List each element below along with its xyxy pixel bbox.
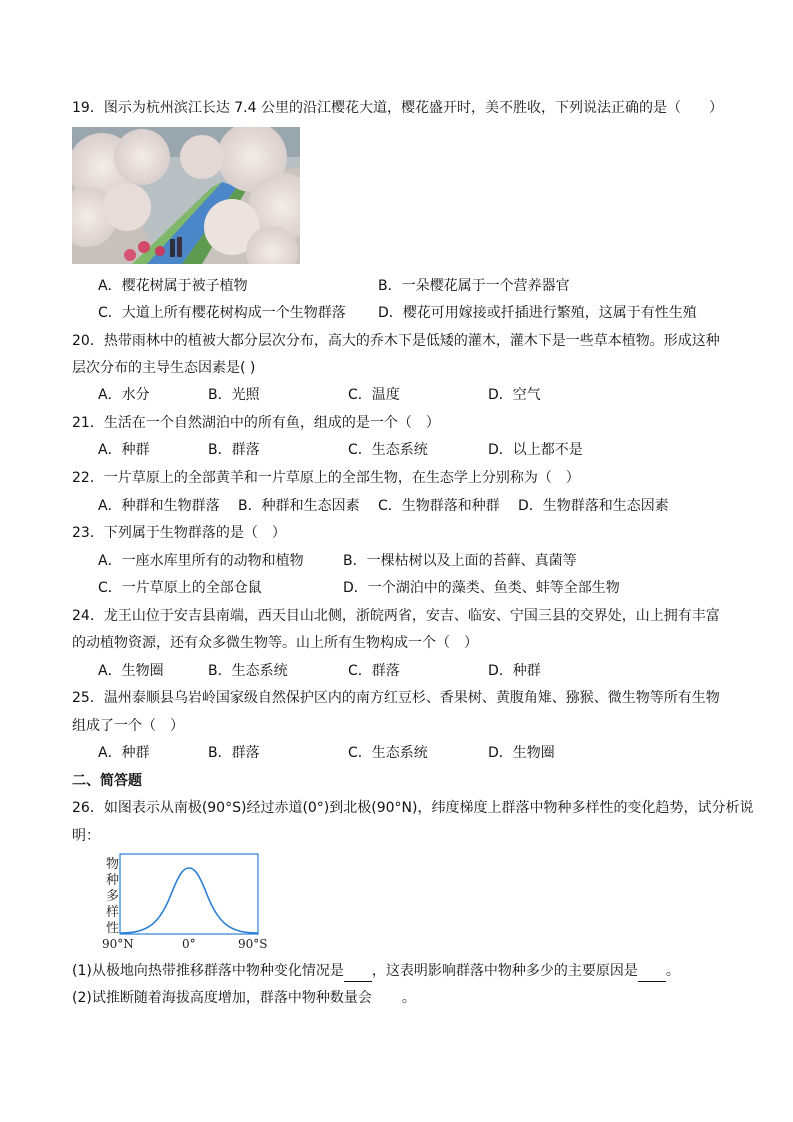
q26-sub1-blank-2[interactable] [638, 961, 666, 982]
q23-option-d[interactable]: D．一个湖泊中的藻类、鱼类、蚌等全部生物 [343, 580, 620, 596]
q24-option-c[interactable]: C．群落 [348, 663, 400, 679]
q19-option-d[interactable]: D．樱花可用嫁接或扦插进行繁殖，这属于有性生殖 [378, 305, 697, 321]
q21-stem: 21．生活在一个自然湖泊中的所有鱼，组成的是一个（ ） [72, 415, 440, 431]
ylabel-char-3: 多 [106, 889, 120, 904]
q20-stem-line1: 20．热带雨林中的植被大都分层次分布，高大的乔木下是低矮的灌木，灌木下是一些草本植物。形成这种 [72, 333, 720, 349]
xlabel-left: 90°N [102, 937, 134, 951]
q24-stem-line2: 的动植物资源，还有众多微生物等。山上所有生物构成一个（ ） [72, 635, 478, 651]
q25-option-d[interactable]: D．生物圈 [488, 745, 555, 761]
q26-sub1 [72, 961, 680, 982]
q22-option-a[interactable]: A．种群和生物群落 [98, 498, 220, 514]
q24-stem-line1: 24．龙王山位于安吉县南端，西天目山北侧，浙皖两省，安吉、临安、宁国三县的交界处，山上拥有丰富 [72, 608, 720, 624]
xlabel-mid: 0° [182, 937, 196, 951]
q24-option-b[interactable]: B．生态系统 [208, 663, 288, 679]
q20-option-a[interactable]: A．水分 [98, 387, 150, 403]
q25-option-c[interactable]: C．生态系统 [348, 745, 428, 761]
q19-stem: 19．图示为杭州滨江长达 7.4 公里的沿江樱花大道，樱花盛开时，美不胜收，下列说法正确的是（ ） [72, 100, 723, 116]
q25-stem-line1: 25．温州泰顺县乌岩岭国家级自然保护区内的南方红豆杉、香果树、黄腹角雉、猕猴、微生物等所有生物 [72, 690, 720, 706]
q19-option-b[interactable]: B．一朵樱花属于一个营养器官 [378, 278, 570, 294]
q19-option-a[interactable]: A．樱花树属于被子植物 [98, 278, 248, 294]
species-diversity-graph [98, 852, 270, 952]
q25-option-b[interactable]: B．群落 [208, 745, 260, 761]
q21-option-a[interactable]: A．种群 [98, 442, 150, 458]
q25-stem-line2: 组成了一个（ ） [72, 718, 184, 734]
q19-option-c[interactable]: C．大道上所有樱花树构成一个生物群落 [98, 305, 346, 321]
xlabel-right: 90°S [238, 937, 268, 951]
q26-stem-line2: 明： [72, 828, 100, 844]
q23-stem: 23．下列属于生物群落的是（ ） [72, 525, 286, 541]
q24-option-a[interactable]: A．生物圈 [98, 663, 164, 679]
cherry-blossom-illustration [72, 127, 300, 264]
graph-frame [120, 854, 258, 934]
q26-sub1-text-b: ，这表明影响群落中物种多少的主要原因是 [371, 963, 638, 979]
q20-option-d[interactable]: D．空气 [488, 387, 541, 403]
q21-option-c[interactable]: C．生态系统 [348, 442, 428, 458]
q26-sub2-text-b: 。 [401, 990, 416, 1006]
q23-option-b[interactable]: B．一棵枯树以及上面的苔藓、真菌等 [343, 553, 577, 569]
q20-option-b[interactable]: B．光照 [208, 387, 260, 403]
section2-title: 二、简答题 [72, 773, 142, 789]
q24-option-d[interactable]: D．种群 [488, 663, 541, 679]
q26-sub2 [72, 988, 416, 1008]
q25-option-a[interactable]: A．种群 [98, 745, 150, 761]
q21-option-b[interactable]: B．群落 [208, 442, 260, 458]
ylabel-char-1: 物 [106, 857, 120, 872]
ylabel-char-4: 样 [106, 905, 120, 920]
q23-option-a[interactable]: A．一座水库里所有的动物和植物 [98, 553, 304, 569]
q22-option-c[interactable]: C．生物群落和种群 [378, 498, 500, 514]
q20-stem-line2: 层次分布的主导生态因素是( ) [72, 360, 256, 376]
q26-sub2-text-a: (2)试推断随着海拔高度增加，群落中物种数量会 [72, 990, 372, 1006]
q22-option-b[interactable]: B．种群和生态因素 [238, 498, 360, 514]
q26-stem-line1: 26．如图表示从南极(90°S)经过赤道(0°)到北极(90°N)，纬度梯度上群落中物种多样性的变化趋势，试分析说 [72, 800, 754, 816]
diversity-curve [120, 868, 258, 933]
ylabel-char-5: 性 [106, 921, 120, 936]
q26-sub1-text-c: 。 [665, 963, 680, 979]
q21-option-d[interactable]: D．以上都不是 [488, 442, 583, 458]
q26-sub1-text-a: (1)从极地向热带推移群落中物种变化情况是 [72, 963, 344, 979]
ylabel-char-2: 种 [106, 873, 120, 888]
q23-option-c[interactable]: C．一片草原上的全部仓鼠 [98, 580, 262, 596]
q22-stem: 22．一片草原上的全部黄羊和一片草原上的全部生物，在生态学上分别称为（ ） [72, 470, 580, 486]
q26-sub1-blank-1[interactable] [344, 961, 372, 982]
cherry-blossom-avenue-photo [72, 127, 300, 264]
q20-option-c[interactable]: C．温度 [348, 387, 400, 403]
species-diversity-curve-svg [98, 852, 270, 952]
q22-option-d[interactable]: D．生物群落和生态因素 [518, 498, 669, 514]
q26-sub2-blank[interactable] [372, 988, 402, 1008]
